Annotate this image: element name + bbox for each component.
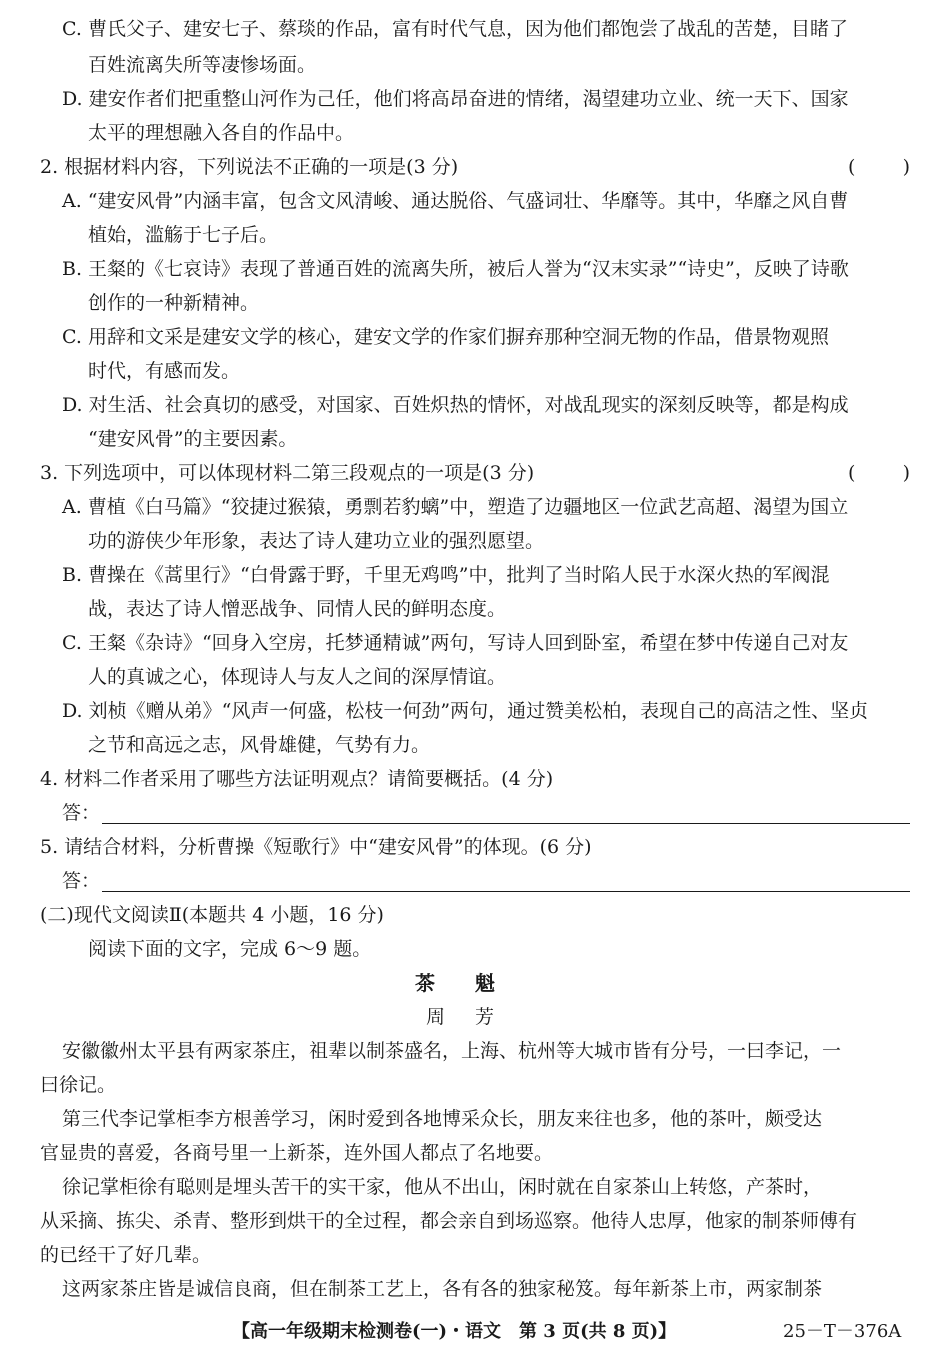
footer-paper-code: 25－T－376A — [783, 1321, 902, 1342]
section-heading: (二)现代文阅读Ⅱ(本题共 4 小题，16 分) — [40, 904, 384, 926]
q2-option-d-line1: D. 对生活、社会真切的感受，对国家、百姓炽热的情怀，对战乱现实的深刻反映等，都是构成 — [62, 394, 849, 416]
q3-answer-bracket[interactable] — [848, 458, 910, 488]
q1-option-d-line1: D. 建安作者们把重整山河作为己任，他们将高昂奋进的情绪，渴望建功立业、统一天下、国家 — [62, 88, 849, 110]
q5-stem: 5. 请结合材料，分析曹操《短歌行》中“建安风骨”的体现。(6 分) — [40, 836, 592, 858]
footer-exam-info: 【高一年级期末检测卷(一)・语文 第 3 页(共 8 页)】 — [232, 1321, 677, 1342]
q2-option-a-line2: 植始，滥觞于七子后。 — [88, 224, 279, 246]
q2-stem: 2. 根据材料内容，下列说法不正确的一项是(3 分) — [40, 156, 459, 178]
q3-option-d-line2: 之节和高远之志，风骨雄健，气势有力。 — [88, 734, 431, 756]
q5-answer-label: 答： — [62, 870, 101, 892]
q1-option-c-line1: C. 曹氏父子、建安七子、蔡琰的作品，富有时代气息，因为他们都饱尝了战乱的苦楚，目睹了 — [62, 18, 848, 40]
q3-option-a-line1: A. 曹植《白马篇》“狡捷过猴猿，勇剽若豹螭”中，塑造了边疆地区一位武艺高超、渴望为国立 — [62, 496, 849, 518]
q2-paren-close: ) — [902, 156, 910, 178]
story-p3-line3: 的已经干了好几辈。 — [40, 1244, 212, 1266]
q3-stem: 3. 下列选项中，可以体现材料二第三段观点的一项是(3 分) — [40, 462, 535, 484]
story-title: 茶魁 — [415, 971, 535, 995]
q3-option-b-line1: B. 曹操在《蒿里行》“白骨露于野，千里无鸡鸣”中，批判了当时陷人民于水深火热的军阀混 — [62, 564, 830, 586]
q1-option-d-line2: 太平的理想融入各自的作品中。 — [88, 122, 355, 144]
q2-option-b-line2: 创作的一种新精神。 — [88, 292, 260, 314]
q3-option-d-line1: D. 刘桢《赠从弟》“风声一何盛，松枝一何劲”两句，通过赞美松柏，表现自己的高洁之性、坚贞 — [62, 700, 869, 722]
q4-answer-line[interactable] — [62, 798, 910, 828]
q2-option-c-line1: C. 用辞和文采是建安文学的核心，建安文学的作家们摒弃那种空洞无物的作品，借景物观照 — [62, 326, 829, 348]
q3-paren-open: ( — [848, 462, 856, 484]
story-p2-line1: 第三代李记掌柜李方根善学习，闲时爱到各地博采众长，朋友来往也多，他的茶叶，颇受达 — [62, 1108, 823, 1130]
story-p1-line2: 曰徐记。 — [40, 1074, 117, 1096]
story-p4-line1: 这两家茶庄皆是诚信良商，但在制茶工艺上，各有各的独家秘笈。每年新茶上市，两家制茶 — [62, 1278, 823, 1300]
q4-answer-rule[interactable] — [102, 823, 910, 824]
q4-stem: 4. 材料二作者采用了哪些方法证明观点？请简要概括。(4 分) — [40, 768, 554, 790]
q3-option-c-line2: 人的真诚之心，体现诗人与友人之间的深厚情谊。 — [88, 666, 507, 688]
story-p3-line2: 从采摘、拣尖、杀青、整形到烘干的全过程，都会亲自到场巡察。他待人忠厚，他家的制茶师傅有 — [40, 1210, 858, 1232]
story-author: 周芳 — [425, 1006, 524, 1028]
section-instruction: 阅读下面的文字，完成 6～9 题。 — [88, 938, 372, 960]
q2-answer-bracket[interactable] — [848, 152, 910, 182]
q2-option-a-line1: A. “建安风骨”内涵丰富，包含文风清峻、通达脱俗、气盛词壮、华靡等。其中，华靡之风自曹 — [62, 190, 849, 212]
q2-option-b-line1: B. 王粲的《七哀诗》表现了普通百姓的流离失所，被后人誉为“汉末实录”“诗史”，反映了诗歌 — [62, 258, 849, 280]
q2-option-c-line2: 时代，有感而发。 — [88, 360, 241, 382]
q3-option-a-line2: 功的游侠少年形象，表达了诗人建功立业的强烈愿望。 — [88, 530, 545, 552]
q5-answer-rule[interactable] — [102, 891, 910, 892]
q3-option-b-line2: 战，表达了诗人憎恶战争、同情人民的鲜明态度。 — [88, 598, 507, 620]
q3-option-c-line1: C. 王粲《杂诗》“回身入空房，托梦通精诚”两句，写诗人回到卧室，希望在梦中传递自己对友 — [62, 632, 849, 654]
story-p1-line1: 安徽徽州太平县有两家茶庄，祖辈以制茶盛名，上海、杭州等大城市皆有分号，一曰李记，一 — [62, 1040, 842, 1062]
q2-option-d-line2: “建安风骨”的主要因素。 — [88, 428, 298, 450]
story-p3-line1: 徐记掌柜徐有聪则是埋头苦干的实干家，他从不出山，闲时就在自家茶山上转悠，产茶时， — [62, 1176, 823, 1198]
story-p2-line2: 官显贵的喜爱，各商号里一上新茶，连外国人都点了名地要。 — [40, 1142, 554, 1164]
q5-answer-line[interactable] — [62, 866, 910, 896]
q1-option-c-line2: 百姓流离失所等凄惨场面。 — [88, 54, 317, 76]
q4-answer-label: 答： — [62, 802, 101, 824]
q3-paren-close: ) — [902, 462, 910, 484]
q2-paren-open: ( — [848, 156, 856, 178]
